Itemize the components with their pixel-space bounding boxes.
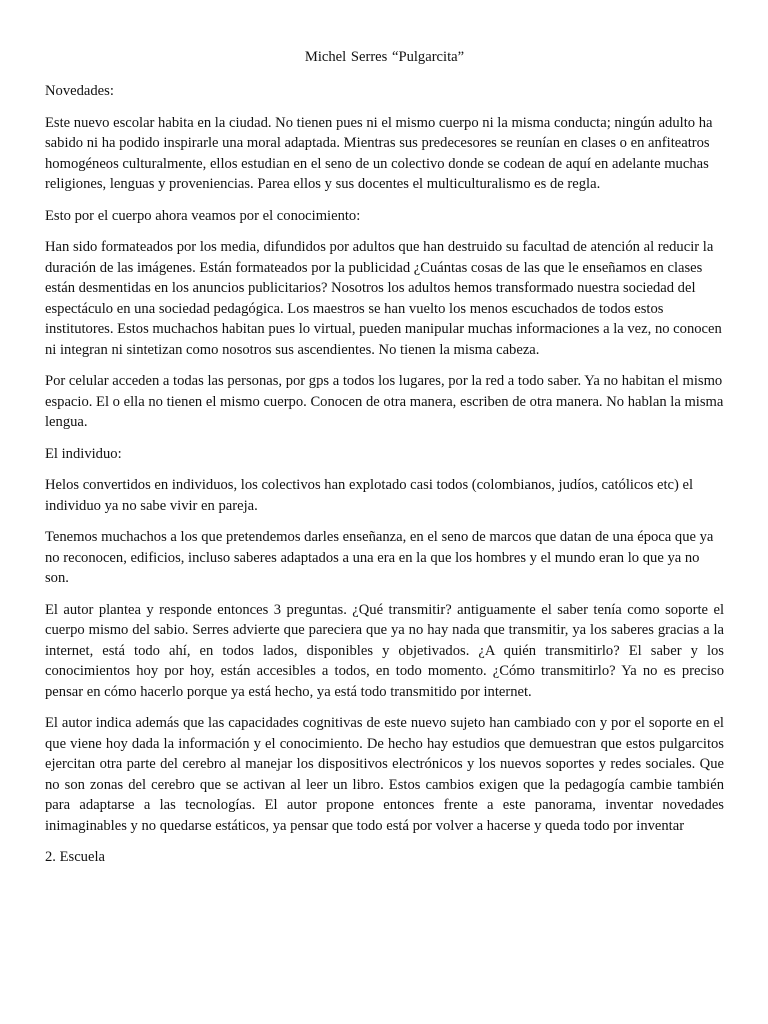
paragraph-7: El autor plantea y responde entonces 3 preguntas. ¿Qué transmitir? antiguamente el saber tenía como soporte el cuerpo mismo del sabio. Serres advierte que pareciera que ya no hay nada que transmitir, ya los saberes gracias a la internet, está todo ahí, en todos lados, disponibles y objetivados. ¿A quién transmitirlo? El saber y los conocimientos hoy por hoy, están accesibles a todos, en todo momento. ¿Cómo transmitirlo? Ya no es preciso pensar en cómo hacerlo porque ya está hecho, ya está todo transmitido por internet. (45, 601, 724, 700)
document-title: Michel Serres “Pulgarcita” (304, 49, 465, 65)
paragraph-5: Helos convertidos en individuos, los colectivos han explotado casi todos (colombianos, judíos, católicos etc) el individuo ya no sabe vivir en pareja. (45, 477, 694, 514)
paragraph-1: Este nuevo escolar habita en la ciudad. No tienen pues ni el mismo cuerpo ni la misma conducta; ningún adulto ha sabido ni ha podido inspirarle una moral adaptada. Mientras sus predecesores se reunían en clases o en anfiteatros homogéneos culturalmente, ellos estudian en el seno de un colectivo donde se codean de aquí en adelante muchas religiones, lenguas y proveniencias. Parea ellos y sus docentes el multiculturalismo es de regla. (45, 114, 713, 192)
paragraph-2: Esto por el cuerpo ahora veamos por el conocimiento: (45, 207, 361, 224)
section-heading-individuo: El individuo: (45, 445, 122, 462)
paragraph-4: Por celular acceden a todas las personas, por gps a todos los lugares, por la red a todo saber. Ya no habitan el mismo espacio. El o ella no tienen el mismo cuerpo. Conocen de otra manera, escriben de otra manera. No hablan la misma lengua. (45, 373, 724, 430)
paragraph-6: Tenemos muchachos a los que pretendemos darles enseñanza, en el seno de marcos que datan de una época que ya no reconocen, edificios, incluso saberes adaptados a una era en la que los hombres y el mundo eran lo que ya no son. (45, 529, 714, 586)
section-heading-novedades: Novedades: (45, 83, 114, 99)
paragraph-8: El autor indica además que las capacidades cognitivas de este nuevo sujeto han cambiado con y por el soporte en el que viene hoy dada la información y el conocimiento. De hecho hay estudios que demuestran que estos pulgarcitos ejercitan otra parte del cerebro al manejar los dispositivos electrónicos y los nuevos soportes y redes sociales. Que no son zonas del cerebro que se activan al leer un libro. Estos cambios exigen que la pedagogía cambie también para adaptarse a las tecnologías. El autor propone entonces frente a este panorama, inventar novedades inimaginables y no quedarse estáticos, ya pensar que todo está por volver a hacerse y queda todo por inventar (45, 715, 724, 834)
section-heading-escuela: 2. Escuela (45, 849, 105, 865)
paragraph-3: Han sido formateados por los media, difundidos por adultos que han destruido su facultad de atención al reducir la duración de las imágenes. Están formateados por la publicidad ¿Cuántas cosas de las que le enseñamos en clases están desmentidas en los anuncios publicitarios? Nosotros los adultos hemos transformado nuestra sociedad del espectáculo en una sociedad pedagógica. Los maestros se han vuelto los menos escuchados de todos estos institutores. Estos muchachos habitan pues lo virtual, pueden manipular muchas informaciones a la vez, no conocen ni integran ni sintetizan como nosotros sus ascendientes. No tienen la misma cabeza. (45, 239, 722, 358)
